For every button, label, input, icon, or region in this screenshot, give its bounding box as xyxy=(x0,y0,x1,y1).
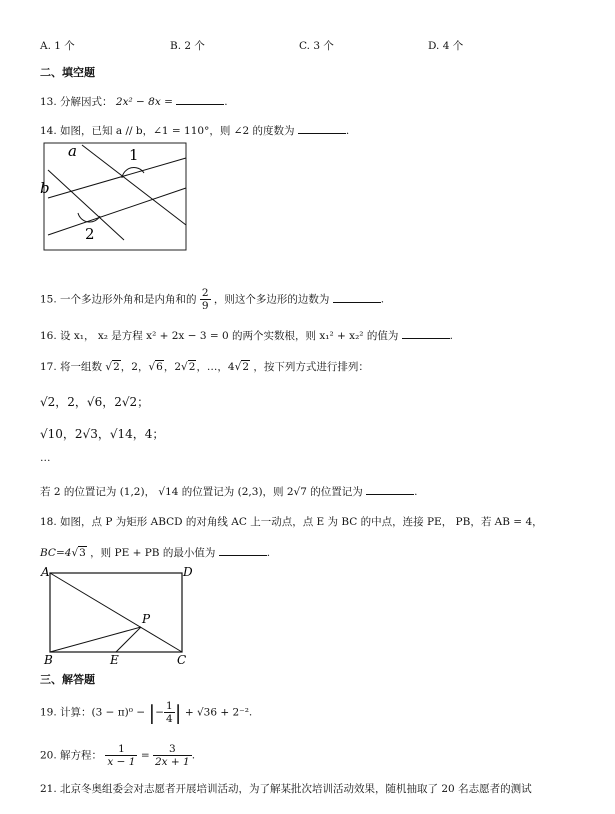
answer-blank xyxy=(366,483,414,495)
section-title-fill-in: 二、填空题 xyxy=(40,66,95,79)
q17-intro-post: ，按下列方式进行排列： xyxy=(253,361,369,373)
answer-blank xyxy=(402,327,450,339)
q20-pre: 20. 解方程： xyxy=(40,749,103,762)
q18-post: ，则 PE + PB 的最小值为 xyxy=(90,547,216,559)
choice-a: A. 1 个 xyxy=(40,40,75,52)
q15-post: ，则这个多边形的边数为 xyxy=(213,293,330,306)
question-14: 14. 如图，已知 a // b，∠1 = 110°，则 ∠2 的度数为 . xyxy=(40,122,349,138)
q17-last-line: 若 2 的位置记为 (1,2)， √14 的位置记为 (2,3)，则 2√7 的位置记为 . xyxy=(40,483,417,499)
figure-frame xyxy=(44,143,186,250)
question-13: 13. 分解因式： 2x² − 8x = . xyxy=(40,93,228,109)
q19-post: + √36 + 2⁻². xyxy=(184,706,253,719)
choice-c: C. 3 个 xyxy=(299,40,334,52)
q18-line-1: 18. 如图，点 P 为矩形 ABCD 的对角线 AC 上一动点，点 E 为 BC 的中点，连接 PE， PB，若 AB = 4， xyxy=(40,516,543,528)
question-20: 20. 解方程： $\frac{1}{x - 1}$ = $\frac{3}{2x + 1}$ . xyxy=(40,743,196,768)
section-title-answer: 三、解答题 xyxy=(40,673,95,686)
fraction-left: $\frac{1}{x - 1}$ xyxy=(107,743,136,768)
choice-b: B. 2 个 xyxy=(170,40,205,52)
fraction-2-9 xyxy=(200,287,211,312)
label-b: b xyxy=(40,179,50,197)
q13-text: 13. 分解因式： xyxy=(40,96,113,108)
line-a xyxy=(48,158,186,198)
q14-text: 14. 如图，已知 a // b，∠1 = 110°，则 ∠2 的度数为 xyxy=(40,125,295,137)
q17-intro-pre: 17. 将一组数 xyxy=(40,361,103,373)
angle-1-arc xyxy=(122,167,144,178)
answer-blank xyxy=(333,291,381,303)
q17-row-2: √10，2√3，√14，4； xyxy=(40,427,165,441)
question-17 xyxy=(40,359,369,374)
choice-d: D. 4 个 xyxy=(428,40,464,52)
line-b xyxy=(48,188,186,235)
answer-blank xyxy=(298,122,346,134)
q15-den: 9 xyxy=(201,300,209,312)
diagonal-ac xyxy=(50,573,182,652)
fraction-1-4: $\frac{1}{4}$ xyxy=(166,700,173,725)
q17-sequence: √2，2，√6，2√2，…，4√2 xyxy=(105,361,250,373)
q16-text: 16. 设 x₁， x₂ 是方程 x² + 2x − 3 = 0 的两个实数根，则 x₁² + x₂² 的值为 xyxy=(40,330,399,342)
label-C: C xyxy=(177,653,187,667)
q17-last-text: 若 2 的位置记为 (1,2)， √14 的位置记为 (2,3)，则 2√7 的位置记为 xyxy=(40,486,363,498)
q18-bc: BC=4 xyxy=(40,547,72,559)
label-D: D xyxy=(183,565,193,579)
label-B: B xyxy=(44,653,53,667)
q18-line-2: BC=4√3 ，则 PE + PB 的最小值为 . xyxy=(40,544,270,560)
q15-num: 2 xyxy=(201,287,209,299)
label-angle-2: 2 xyxy=(85,225,95,243)
label-P: P xyxy=(142,612,151,626)
label-E: E xyxy=(110,653,119,667)
question-19: 19. 计算：(3 − π)⁰ − |− $\frac{1}{4}$ | + √36 + 2⁻². xyxy=(40,700,253,725)
q19-pre: 19. 计算：(3 − π)⁰ − xyxy=(40,706,146,719)
rectangle-figure xyxy=(36,564,196,668)
q13-expr: 2x² − 8x = xyxy=(115,96,173,108)
question-15: 15. 一个多边形外角和是内角和的 $\frac{2}{9}$ ，则这个多边形的边数为 . xyxy=(40,287,385,312)
label-a: a xyxy=(68,142,77,160)
label-angle-1: 1 xyxy=(129,146,139,164)
fraction-right: $\frac{3}{2x + 1}$ xyxy=(154,743,190,768)
q18-rad: 3 xyxy=(79,547,86,559)
answer-blank xyxy=(219,544,267,556)
parallel-lines-figure xyxy=(38,140,190,252)
q20-eq: = xyxy=(140,749,150,762)
label-A: A xyxy=(41,565,50,579)
question-16: 16. 设 x₁， x₂ 是方程 x² + 2x − 3 = 0 的两个实数根，则 x₁² + x₂² 的值为 . xyxy=(40,327,453,343)
q17-ellipsis: … xyxy=(40,452,51,464)
question-21: 21. 北京冬奥组委会对志愿者开展培训活动，为了解某批次培训活动效果，随机抽取了 20 名志愿者的测试 xyxy=(40,783,532,795)
q15-pre: 15. 一个多边形外角和是内角和的 xyxy=(40,293,197,306)
q17-row-1: √2，2，√6，2√2； xyxy=(40,395,150,409)
answer-blank xyxy=(176,93,224,105)
segment-pb xyxy=(50,627,141,652)
